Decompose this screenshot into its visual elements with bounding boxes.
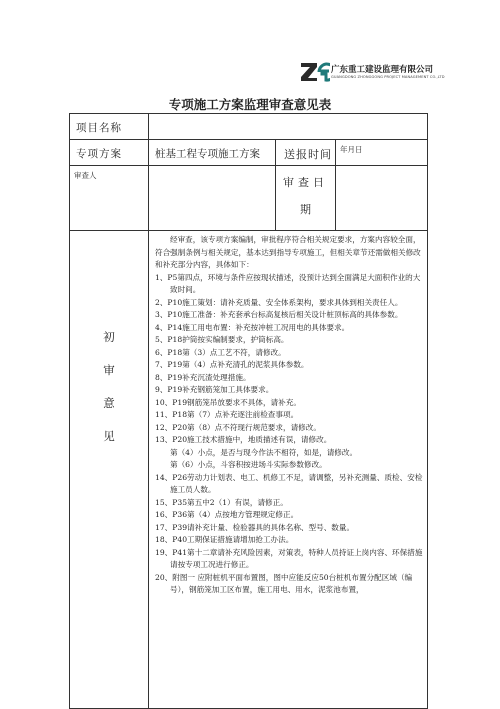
opinion-item: 13、P20施工技术措施中，地质描述有误，请修改。 — [155, 435, 332, 444]
project-name-label: 项目名称 — [70, 114, 149, 140]
opinion-item: 8、P19补充沉渣处理措施。 — [155, 372, 251, 382]
review-date-value[interactable] — [336, 166, 428, 231]
opinion-item: 20、附图一 应附桩机平面布置图，图中应能反应50台桩机布置分配区域（编号），钢筋笼加工区布置，施工用电、用水，泥浆池布置， — [155, 572, 413, 594]
opinion-item: 3、P10施工准备：补充套承台标高复核后相关设计桩顶标高的具体参数。 — [155, 310, 403, 319]
opinion-item: 9、P19补充钢筋笼加工具体要求。 — [155, 385, 274, 394]
opinion-item: 11、P18第（7）点补充逐注前检查事项。 — [155, 410, 299, 419]
review-date-label-line2: 期 — [300, 203, 311, 216]
opinion-item: 10、P19钢筋笼吊放要求不具体，请补充。 — [155, 397, 301, 407]
opinion-label-char: 见 — [103, 429, 115, 443]
review-date-label — [276, 166, 336, 231]
opinion-item: 15、P35第五中2（1）有误，请修正。 — [155, 497, 288, 507]
review-form-table — [69, 113, 428, 709]
opinion-label-char: 意 — [103, 396, 115, 410]
company-name-en: GUANGDONG ZHONGGONG PROJECT MANAGEMENT CO.,LTD — [331, 75, 445, 79]
plan-label: 专项方案 — [70, 140, 149, 166]
opinion-item: 12、P20第（8）点不符现行规范要求，请修改。 — [155, 422, 321, 432]
opinion-item: 18、P40工期保证措施请增加抢工办法。 — [155, 535, 294, 544]
opinion-item: 14、P26劳动力计划表、电工、机修工不足，请调整，另补充测量、质检、安检施工员人数。 — [155, 472, 423, 494]
zg-logo-icon — [300, 61, 330, 83]
opinion-label — [70, 231, 149, 709]
opinion-item: 4、P14施工用电布置：补充按冲桩工况用电的具体要求。 — [155, 322, 350, 332]
project-name-value[interactable] — [149, 114, 428, 140]
opinion-item: 17、P39请补充计量、检验器具的具体名称、型号、数量。 — [155, 522, 355, 532]
submit-time-value[interactable]: 年月日 — [336, 140, 428, 166]
opinion-content — [149, 231, 428, 709]
company-name: 广东重工建设监理有限公司 — [331, 65, 434, 75]
opinion-intro: 经审查，该专项方案编制，审批程序符合相关规定要求，方案内容较全面，符合强制条例与相关规定，基本达到指导专项施工，但相关章节还需做相关修改和补充部分内容，具体如下： — [155, 235, 421, 269]
company-logo — [300, 61, 445, 83]
opinion-subitem: 第（6）小点，斗容积按进场斗实际参数修改。 — [170, 460, 327, 469]
opinion-label-char: 审 — [103, 363, 115, 377]
submit-time-label: 送报时间 — [276, 140, 336, 166]
opinion-item: 19、P41第十二章请补充风险因素，对策表，特种人员持证上岗内容、环保措施请按专项工况进行修正。 — [155, 547, 423, 569]
opinion-label-char: 初 — [103, 330, 115, 344]
opinion-subitem: 第（4）小点，是否与现今作法不相符，如是，请修改。 — [170, 447, 358, 457]
opinion-item: 16、P36第（4）点按地方管理规定修正。 — [155, 510, 299, 519]
opinion-item: 5、P18护筒按实编制要求，护筒标高。 — [155, 335, 289, 344]
reviewer-value[interactable] — [149, 166, 276, 231]
page-title: 专项施工方案监理审查意见表 — [168, 97, 332, 112]
plan-value[interactable]: 桩基工程专项施工方案 — [149, 140, 276, 166]
reviewer-label: 审查人 — [70, 166, 149, 231]
opinion-item: 7、P19第（4）点补充清孔的泥浆具体参数。 — [155, 360, 309, 369]
opinion-item: 1、P5第四点，环境与条件应按现状描述，没预计达到全面满足大面积作业的大致时间。 — [155, 272, 421, 294]
opinion-item: 2、P10施工策划：请补充质量、安全体系架构，要求具体到相关责任人。 — [155, 297, 403, 307]
opinion-item: 6、P18第（3）点工艺不符，请修改。 — [155, 347, 286, 357]
review-date-label-line1: 审查日 — [283, 176, 328, 189]
